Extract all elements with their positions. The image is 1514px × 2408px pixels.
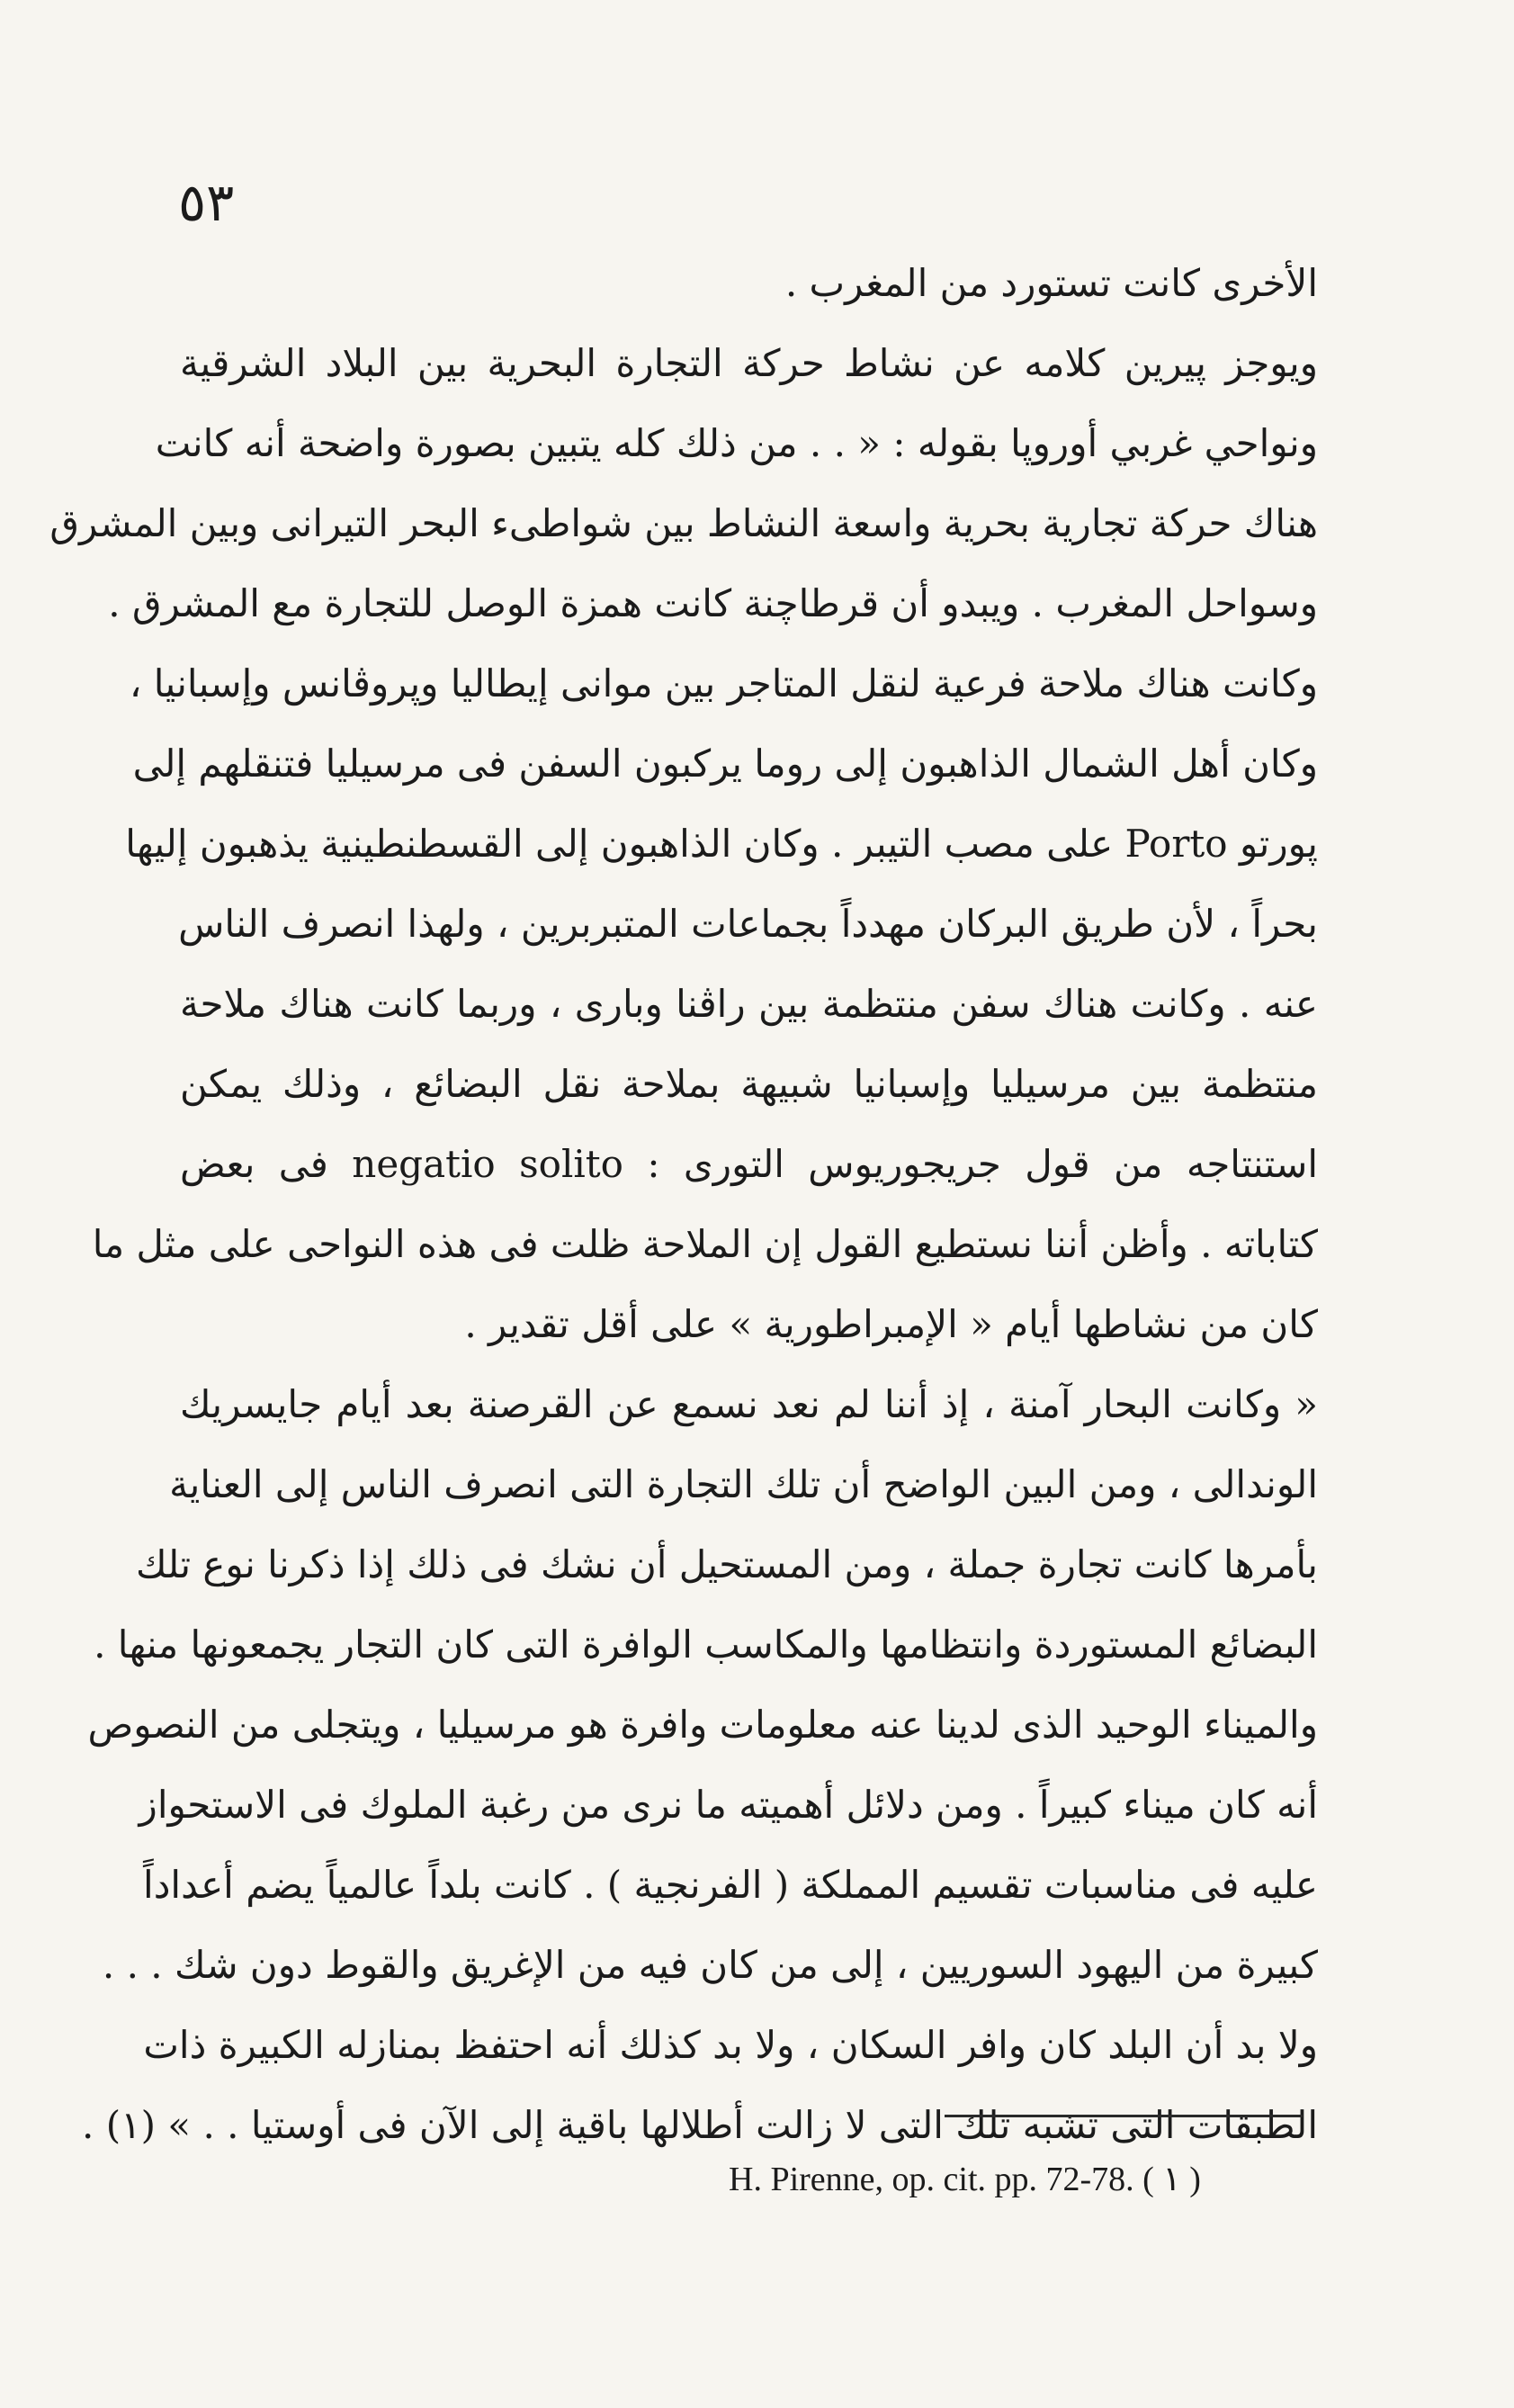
footnote-text: H. Pirenne, op. cit. pp. 72-78. (729, 2161, 1134, 2198)
page-number: ٥٣ (178, 172, 235, 233)
text-line: ونواحي غربي أوروپا بقوله : « . . من ذلك كله يتبين بصورة واضحة أنه كانت (155, 421, 1318, 465)
text-line: ولا بد أن البلد كان وافر السكان ، ولا بد كذلك أنه احتفظ بمنازله الكبيرة ذات (143, 2023, 1318, 2067)
text-line: « وكانت البحار آمنة ، إذ أننا لم نعد نسمع عن القرصنة بعد أيام جايسريك (180, 1382, 1318, 1426)
text-line: وسواحل المغرب . ويبدو أن قرطاچنة كانت همزة الوصل للتجارة مع المشرق . (108, 581, 1318, 625)
text-line: عنه . وكانت هناك سفن منتظمة بين راڤنا وبارى ، وربما كانت هناك ملاحة (180, 982, 1318, 1026)
footnote (729, 2158, 1304, 2201)
text-line: ويوجز پيرين كلامه عن نشاط حركة التجارة البحرية بين البلاد الشرقية (180, 341, 1318, 385)
text-line: بأمرها كانت تجارة جملة ، ومن المستحيل أن نشك فى ذلك إذا ذكرنا نوع تلك (136, 1542, 1318, 1586)
text-line: استنتاجه من قول جريجوريوس التورى : negatio solito فى بعض (180, 1142, 1318, 1186)
text-line: كبيرة من اليهود السوريين ، إلى من كان فيه من الإغريق والقوط دون شك . . . (102, 1943, 1318, 1987)
text-line: پورتو Porto على مصب التيبر . وكان الذاهبون إلى القسطنطينية يذهبون إليها (125, 822, 1318, 866)
text-line: أنه كان ميناء كبيراً . ومن دلائل أهميته ما نرى من رغبة الملوك فى الاستحواز (139, 1783, 1318, 1827)
text-line: بحراً ، لأن طريق البركان مهدداً بجماعات المتبربرين ، ولهذا انصرف الناس (178, 902, 1318, 946)
footnote-divider (945, 2115, 1303, 2117)
text-line: الطبقات التى تشبه تلك التى لا زالت أطلالها باقية إلى الآن فى أوستيا . . » (١) . (82, 2103, 1318, 2147)
text-line: والميناء الوحيد الذى لدينا عنه معلومات وافرة هو مرسيليا ، ويتجلى من النصوص (87, 1703, 1318, 1747)
text-line: هناك حركة تجارية بحرية واسعة النشاط بين شواطىء البحر التيرانى وبين المشرق (49, 501, 1318, 545)
text-line: البضائع المستوردة وانتظامها والمكاسب الوافرة التى كان التجار يجمعونها منها . (94, 1622, 1318, 1667)
footnote-marker: ( ١ ) (1142, 2161, 1201, 2198)
body-text (49, 243, 1318, 2165)
text-line: كان من نشاطها أيام « الإمبراطورية » على أقل تقدير . (464, 1302, 1318, 1346)
text-line: عليه فى مناسبات تقسيم المملكة ( الفرنجية ) . كانت بلداً عالمياً يضم أعداداً (143, 1863, 1318, 1907)
text-line: وكان أهل الشمال الذاهبون إلى روما يركبون السفن فى مرسيليا فتنقلهم إلى (132, 741, 1318, 786)
text-line: كتاباته . وأظن أننا نستطيع القول إن الملاحة ظلت فى هذه النواحى على مثل ما (92, 1222, 1318, 1266)
text-line: الوندالى ، ومن البين الواضح أن تلك التجارة التى انصرف الناس إلى العناية (169, 1462, 1318, 1506)
text-line: منتظمة بين مرسيليا وإسبانيا شبيهة بملاحة نقل البضائع ، وذلك يمكن (180, 1062, 1318, 1106)
text-line: الأخرى كانت تستورد من المغرب . (784, 261, 1318, 305)
text-line: وكانت هناك ملاحة فرعية لنقل المتاجر بين موانى إيطاليا وپروڤانس وإسبانيا ، (129, 661, 1318, 705)
